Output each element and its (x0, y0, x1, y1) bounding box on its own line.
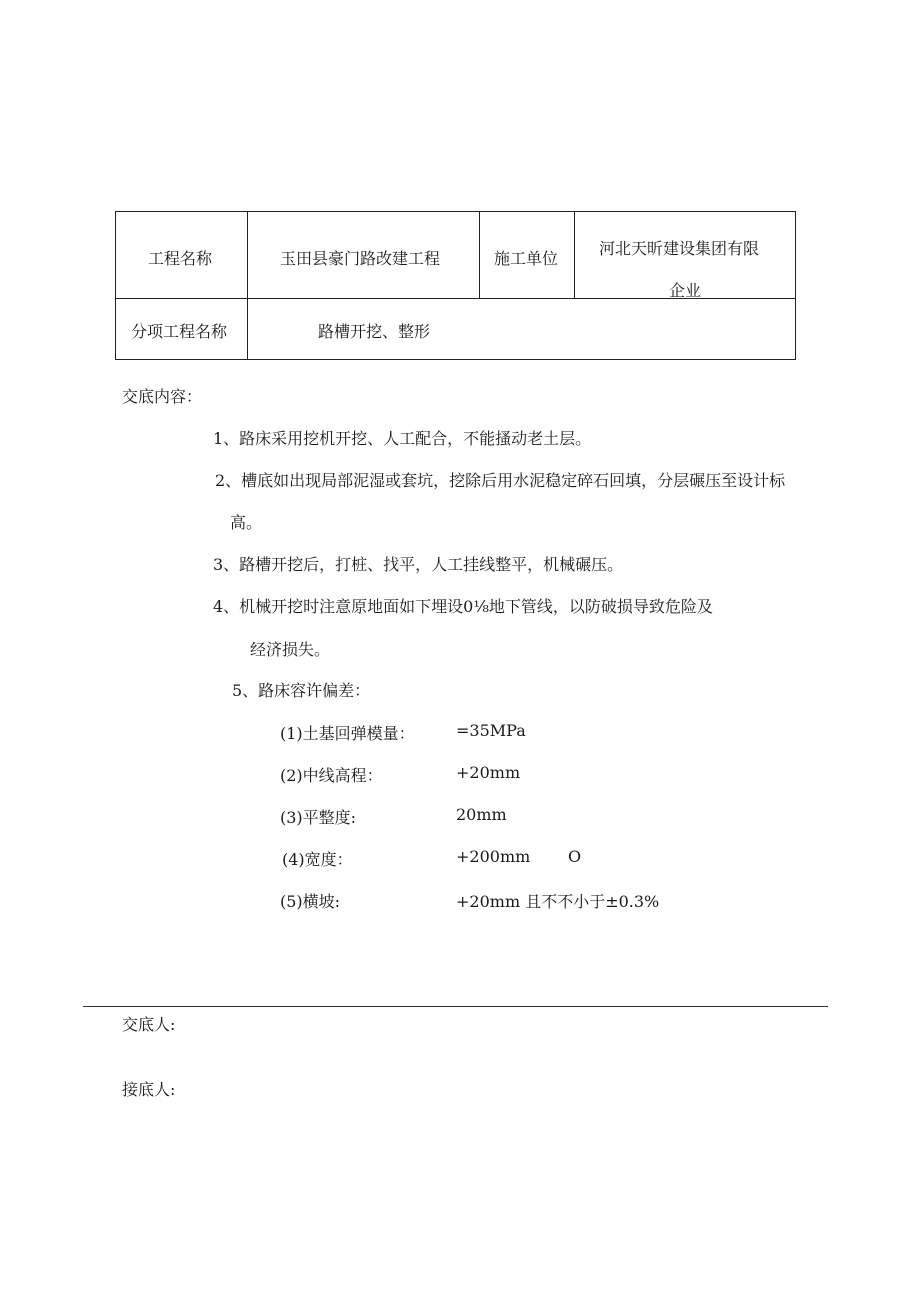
project-name-label-cell (116, 212, 248, 299)
project-name-value-cell (248, 212, 480, 299)
content-heading: 交底内容： (122, 387, 203, 406)
contractor-value-line1: 河北天昕建设集团有限 (599, 239, 760, 258)
contractor-label: 施工单位 (494, 249, 559, 268)
table-row (116, 212, 796, 299)
subproject-value-cell (248, 299, 796, 360)
project-name-value: 玉田县豪门路改建工程 (280, 249, 441, 268)
tolerance-label: (2)中线高程： (280, 766, 383, 785)
contractor-label-cell (480, 212, 575, 299)
item-2-continuation: 高。 (230, 513, 263, 532)
discloser-label: 交底人: (122, 1015, 176, 1034)
project-info-table (115, 211, 796, 360)
table-row (116, 299, 796, 360)
tolerance-label: (1)土基回弹模量： (280, 724, 415, 743)
subproject-value: 路槽开挖、整形 (318, 322, 431, 341)
subproject-label-cell (116, 299, 248, 360)
tolerance-label: (5)横坡: (280, 892, 341, 911)
tolerance-value: =35MPa (456, 721, 526, 740)
tolerance-value: 20mm (456, 805, 507, 824)
contractor-value-line2: 企业 (669, 281, 702, 300)
item-1: 1、路床采用挖机开挖、人工配合，不能搔动老土层。 (213, 429, 592, 448)
signature-divider (83, 1006, 828, 1007)
item-4: 4、机械开挖时注意原地面如下埋设0⅛地下管线，以防破损导致危险及 (213, 597, 713, 616)
item-4-continuation: 经济损失。 (250, 640, 331, 659)
tolerance-value: +200mm (456, 847, 531, 866)
tolerance-label: (4)宽度： (282, 850, 353, 869)
item-3: 3、路槽开挖后，打桩、找平，人工挂线整平，机械碾压。 (213, 555, 624, 574)
tolerance-value: +20mm (456, 763, 521, 782)
project-name-label: 工程名称 (148, 249, 213, 268)
tolerance-label: (3)平整度: (280, 808, 357, 827)
item-2: 2、槽底如出现局部泥湿或套坑，挖除后用水泥稳定碎石回填，分层碾压至设计标 (215, 471, 786, 490)
item-5: 5、路床容许偏差： (232, 681, 371, 700)
tolerance-extra: O (568, 847, 582, 866)
contractor-value-cell (575, 212, 796, 299)
recipient-label: 接底人: (122, 1080, 176, 1099)
tolerance-value: +20mm 且不不小于±0.3% (456, 892, 660, 911)
subproject-label: 分项工程名称 (131, 322, 228, 341)
